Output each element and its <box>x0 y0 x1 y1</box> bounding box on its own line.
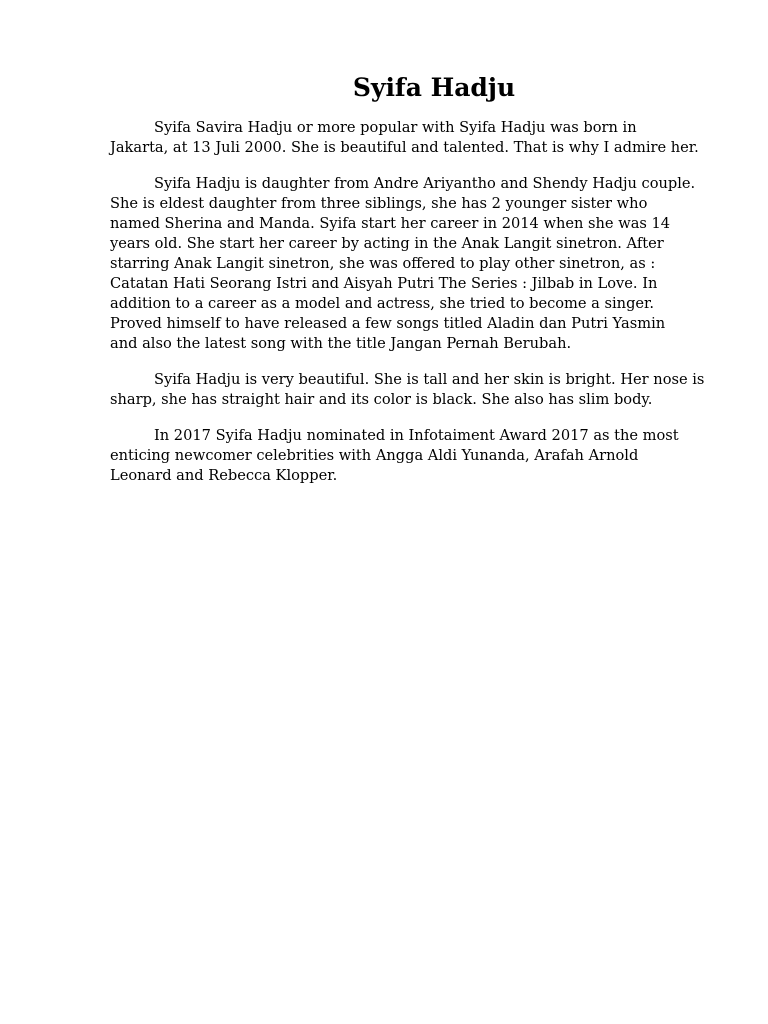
document-title: Syifa Hadju <box>352 73 516 102</box>
paragraph-line: and also the latest song with the title Jangan Pernah Berubah. <box>110 335 572 352</box>
paragraph-line: starring Anak Langit sinetron, she was offered to play other sinetron, as : <box>110 255 656 272</box>
paragraph-birth <box>110 118 750 158</box>
paragraph-career <box>110 174 750 354</box>
paragraph-line: Syifa Hadju is very beautiful. She is tall and her skin is bright. Her nose is <box>154 371 705 388</box>
paragraph-line: addition to a career as a model and actress, she tried to become a singer. <box>110 295 655 312</box>
paragraph-award <box>110 426 750 486</box>
paragraph-line: Leonard and Rebecca Klopper. <box>110 467 338 484</box>
paragraph-line: In 2017 Syifa Hadju nominated in Infotaiment Award 2017 as the most <box>154 427 679 444</box>
document-body <box>110 118 750 502</box>
paragraph-line: years old. She start her career by acting in the Anak Langit sinetron. After <box>110 235 664 252</box>
paragraph-line: Jakarta, at 13 Juli 2000. She is beautiful and talented. That is why I admire her. <box>110 139 699 156</box>
paragraph-appearance <box>110 370 750 410</box>
paragraph-line: sharp, she has straight hair and its color is black. She also has slim body. <box>110 391 653 408</box>
paragraph-line: enticing newcomer celebrities with Angga Aldi Yunanda, Arafah Arnold <box>110 447 639 464</box>
paragraph-line: named Sherina and Manda. Syifa start her career in 2014 when she was 14 <box>110 215 671 232</box>
paragraph-line: Proved himself to have released a few songs titled Aladin dan Putri Yasmin <box>110 315 666 332</box>
paragraph-line: Syifa Savira Hadju or more popular with Syifa Hadju was born in <box>154 119 637 136</box>
paragraph-line: Catatan Hati Seorang Istri and Aisyah Putri The Series : Jilbab in Love. In <box>110 275 658 292</box>
paragraph-line: Syifa Hadju is daughter from Andre Ariyantho and Shendy Hadju couple. <box>154 175 696 192</box>
paragraph-line: She is eldest daughter from three siblings, she has 2 younger sister who <box>110 195 648 212</box>
